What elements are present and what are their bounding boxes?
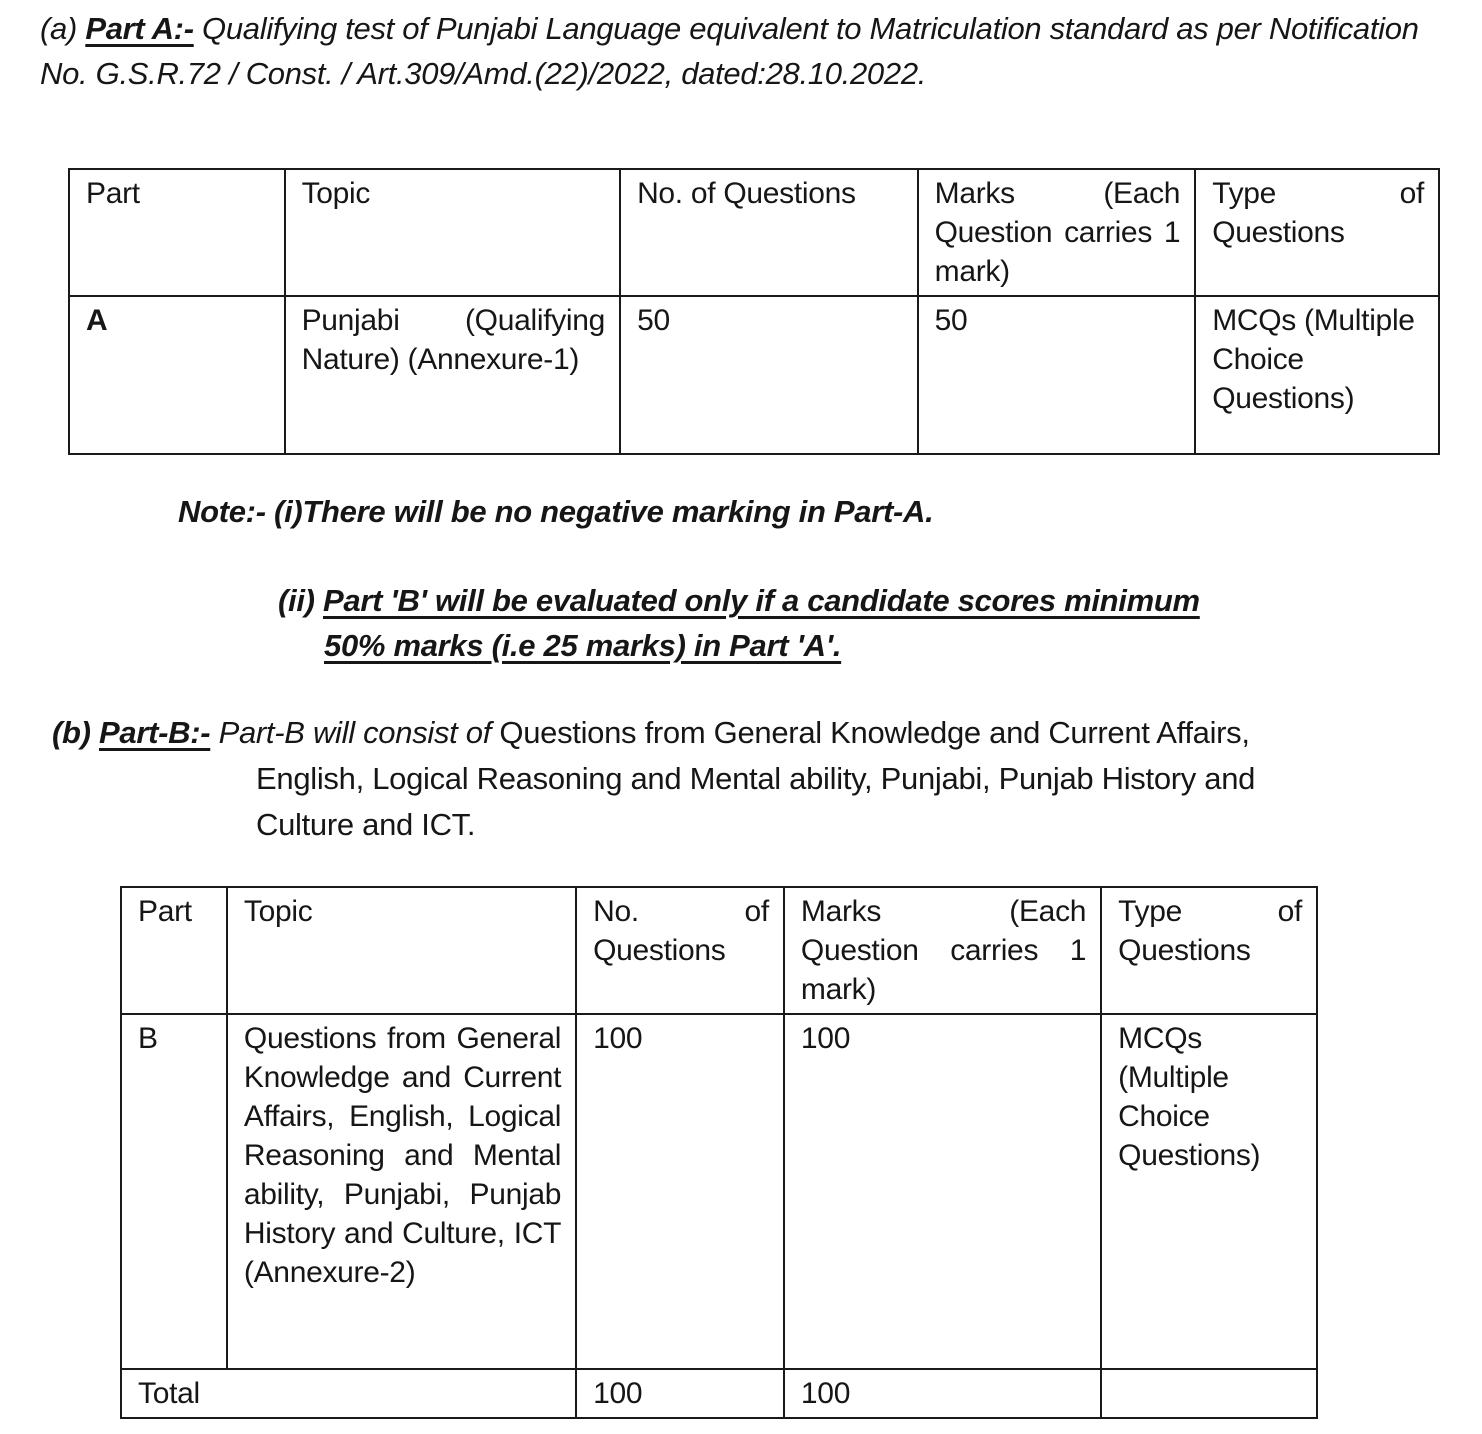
table-header-row <box>69 169 1439 296</box>
table-total-row <box>121 1369 1317 1418</box>
table-row <box>121 1014 1317 1369</box>
part-b-text-line-3: Culture and ICT. <box>256 807 476 842</box>
part-a-paragraph <box>40 6 1440 96</box>
part-b-text-line-2: English, Logical Reasoning and Mental ability, Punjabi, Punjab History and <box>256 761 1256 796</box>
note-2-line-1: Part 'B' will be evaluated only if a candidate scores minimum <box>323 583 1200 618</box>
cell-marks: 50 <box>918 296 1196 454</box>
cell-type: MCQs (Multiple Choice Questions) <box>1101 1014 1317 1369</box>
cell-part: A <box>69 296 285 454</box>
part-b-paragraph <box>52 710 1452 848</box>
header-questions: No. of Questions <box>620 169 918 296</box>
part-a-text: Qualifying test of Punjabi Language equivalent to Matriculation standard as per Notification No. G.S.R.72 / Const. / Art.309/Amd.(22)/2022, dated:28.10.2022. <box>40 11 1419 91</box>
total-marks: 100 <box>784 1369 1101 1418</box>
header-questions: No. of Questions <box>576 887 784 1014</box>
header-type: Type of Questions <box>1101 887 1317 1014</box>
table-row <box>69 296 1439 454</box>
table-header-row <box>121 887 1317 1014</box>
cell-questions: 50 <box>620 296 918 454</box>
header-marks: Marks (Each Question carries 1 mark) <box>784 887 1101 1014</box>
part-a-prefix: (a) <box>40 11 86 46</box>
header-part: Part <box>121 887 227 1014</box>
cell-topic: Punjabi (Qualifying Nature) (Annexure-1) <box>285 296 620 454</box>
part-b-text-line-1: Questions from General Knowledge and Current Affairs, <box>491 715 1250 750</box>
note-2-prefix: (ii) <box>278 583 323 618</box>
header-part: Part <box>69 169 285 296</box>
header-type: Type of Questions <box>1195 169 1439 296</box>
part-b-heading: Part-B:- <box>99 715 211 750</box>
cell-questions: 100 <box>576 1014 784 1369</box>
header-topic: Topic <box>285 169 620 296</box>
part-a-heading: Part A:- <box>85 11 194 46</box>
part-b-prefix: (b) <box>52 715 99 750</box>
cell-topic: Questions from General Knowledge and Current Affairs, English, Logical Reasoning and Mental ability, Punjabi, Punjab History and Culture, ICT (Annexure-2) <box>227 1014 576 1369</box>
part-b-italic-text: Part-B will consist of <box>210 715 492 750</box>
cell-part: B <box>121 1014 227 1369</box>
note-2 <box>278 578 1338 668</box>
part-b-table <box>120 886 1318 1419</box>
header-marks: Marks (Each Question carries 1 mark) <box>918 169 1196 296</box>
total-type <box>1101 1369 1317 1418</box>
cell-type: MCQs (Multiple Choice Questions) <box>1195 296 1439 454</box>
part-a-table <box>68 168 1440 455</box>
note-2-line-2: 50% marks (i.e 25 marks) in Part 'A'. <box>324 628 842 663</box>
total-questions: 100 <box>576 1369 784 1418</box>
note-1: Note:- (i)There will be no negative marking in Part-A. <box>178 494 934 529</box>
cell-marks: 100 <box>784 1014 1101 1369</box>
header-topic: Topic <box>227 887 576 1014</box>
total-label: Total <box>121 1369 576 1418</box>
